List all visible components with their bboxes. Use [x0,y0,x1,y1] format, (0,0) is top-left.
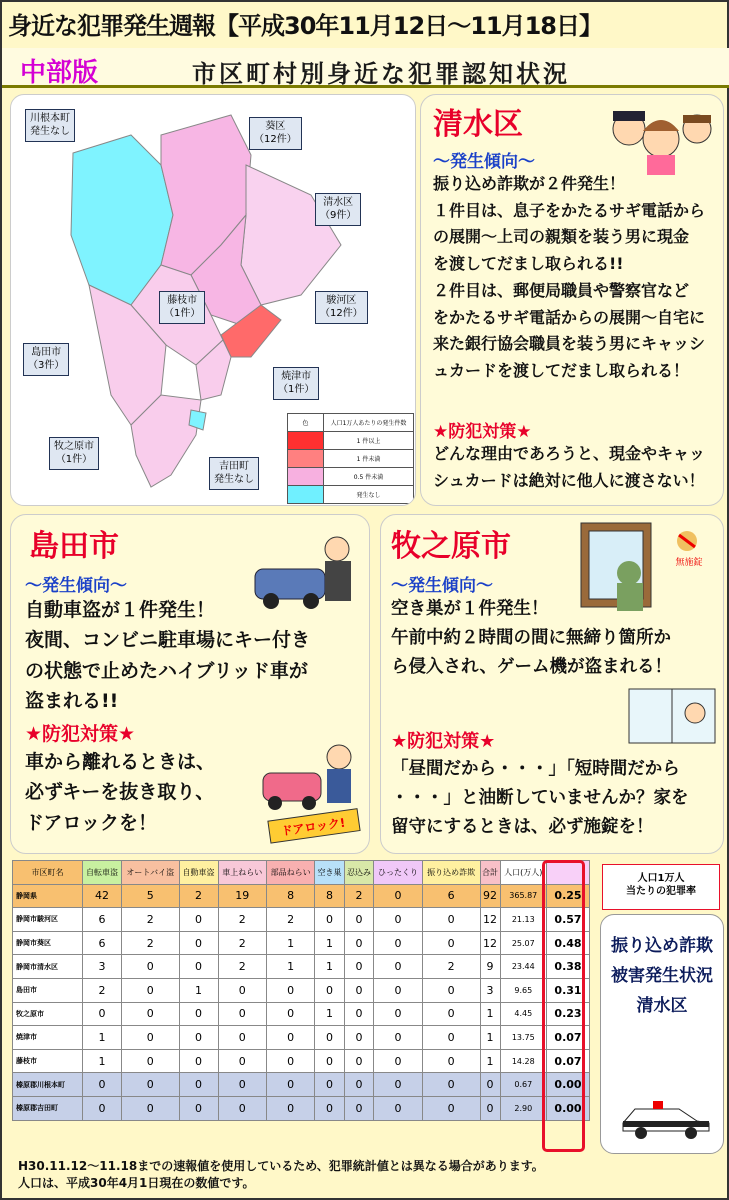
door-lock-sign-text: ドアロック! [280,815,347,839]
legend-label-2: 1 件未満 [324,450,414,468]
table-cell-rate: 0.07 [547,1049,590,1073]
table-cell: 0 [179,1026,218,1050]
table-row [13,931,590,955]
shimada-trend-label: ～発生傾向～ [25,576,127,596]
table-cell: 0 [374,908,422,932]
table-cell-area-name: 榛原郡吉田町 [13,1096,83,1120]
table-cell: 2.90 [500,1096,546,1120]
table-header-cell: 合計 [480,861,500,885]
people-illustration [599,99,719,175]
table-cell: 0 [344,1073,374,1097]
table-cell: 6 [422,884,480,908]
table-cell: 0 [218,1026,266,1050]
map-region-shimizu [241,165,341,305]
table-cell: 1 [315,931,345,955]
table-cell: 0 [374,1002,422,1026]
table-cell: 0 [344,1049,374,1073]
table-cell: 0 [121,955,179,979]
table-row [13,1049,590,1073]
table-cell: 2 [218,931,266,955]
makinohara-panel [380,514,724,854]
shimada-trend-text: 自動車盗が１件発生！ 夜間、コンビニ駐車場にキー付き の状態で止めたハイブリッド車が 盗まれる!! [25,599,311,713]
table-cell-area-name: 静岡市葵区 [13,931,83,955]
rate-column-highlight [542,860,585,1152]
table-cell: 1 [315,1002,345,1026]
footer-notes: H30.11.12～11.18までの速報値を使用しているため、犯罪統計値とは異なる場合があります。 人口は、平成30年4月1日現在の数値です。 [18,1159,544,1190]
legend-swatch-4 [288,486,324,504]
table-header-cell: 車上ねらい [218,861,266,885]
table-header-cell: オートバイ盗 [121,861,179,885]
table-cell: 2 [218,955,266,979]
table-cell: 0 [266,1073,314,1097]
table-cell: 6 [83,931,122,955]
table-cell: 0 [374,978,422,1002]
table-cell: 0 [422,978,480,1002]
table-row [13,1096,590,1120]
table-header-cell: 人口(万人) [500,861,546,885]
table-header-cell: ひったくり [374,861,422,885]
table-row [13,978,590,1002]
page-subtitle: 市区町村別身近な犯罪認知状況 [192,60,570,88]
table-row [13,1002,590,1026]
table-cell-rate: 0.23 [547,1002,590,1026]
page-title: 身近な犯罪発生週報【平成30年11月12日～11月18日】 [8,12,602,40]
table-row [13,884,590,908]
table-row [13,1026,590,1050]
table-cell: 1 [266,931,314,955]
makinohara-title: 牧之原市 [391,529,511,564]
table-cell: 13.75 [500,1026,546,1050]
table-cell: 0 [315,908,345,932]
table-cell: 0 [315,1073,345,1097]
table-row [13,1073,590,1097]
table-cell: 0 [344,955,374,979]
callout-shimada: 島田市 （3件） [23,343,69,376]
table-cell-rate: 0.31 [547,978,590,1002]
table-cell: 0 [315,1026,345,1050]
makinohara-trend-label: ～発生傾向～ [391,576,493,596]
fraud-line-2: 被害発生状況 [611,966,713,986]
table-cell: 0 [344,1002,374,1026]
legend-label-3: 0.5 件未満 [324,468,414,486]
callout-yaizu: 焼津市 （1件） [273,367,319,400]
shimizu-title: 清水区 [433,107,523,142]
table-cell: 0.67 [500,1073,546,1097]
table-cell-area-name: 牧之原市 [13,1002,83,1026]
table-cell: 0 [121,1073,179,1097]
crime-map [10,94,416,506]
table-cell: 0 [179,1096,218,1120]
table-cell-rate: 0.07 [547,1026,590,1050]
table-cell: 0 [121,978,179,1002]
table-cell: 0 [344,1096,374,1120]
table-cell: 0 [218,978,266,1002]
fraud-line-1: 振り込め詐欺 [611,936,713,956]
table-cell: 14.28 [500,1049,546,1073]
table-cell: 21.13 [500,908,546,932]
shimada-prevention-label: ★防犯対策★ [25,723,136,745]
table-cell: 92 [480,884,500,908]
table-cell: 1 [266,955,314,979]
legend-label-4: 発生なし [324,486,414,504]
table-cell: 0 [121,1096,179,1120]
table-cell: 3 [480,978,500,1002]
table-cell: 0 [315,978,345,1002]
table-cell: 0 [218,1002,266,1026]
police-car-illustration [615,1091,715,1141]
table-cell: 8 [315,884,345,908]
table-cell-area-name: 静岡県 [13,884,83,908]
table-cell: 0 [344,1026,374,1050]
table-cell-rate: 0.48 [547,931,590,955]
unlocked-sign-text: 無施錠 [675,558,703,568]
table-cell: 2 [422,955,480,979]
callout-suruga: 駿河区 （12件） [315,291,368,324]
table-cell: 0 [480,1073,500,1097]
table-cell: 0 [422,1026,480,1050]
callout-fujieda: 藤枝市 （1件） [159,291,205,324]
table-header-cell: 自転車盗 [83,861,122,885]
table-cell: 0 [374,1049,422,1073]
table-cell: 0 [179,931,218,955]
table-cell: 9.65 [500,978,546,1002]
table-cell: 0 [218,1049,266,1073]
legend-header-color: 色 [288,414,324,432]
table-cell: 0 [315,1049,345,1073]
legend-label-1: 1 件以上 [324,432,414,450]
table-cell: 1 [480,1002,500,1026]
table-cell: 19 [218,884,266,908]
table-cell: 0 [374,884,422,908]
table-cell: 0 [374,1096,422,1120]
table-cell-rate: 0.38 [547,955,590,979]
shimizu-trend-text: 振り込め詐欺が２件発生！ １件目は、息子をかたるサギ電話から の展開～上司の親類を装う男に現金 を渡してだまし取られる!! ２件目は、郵便局職員や警察官など をかたるサギ電話からの展開～自宅に 来た銀行協会職員を装う男にキャッシ ュカードを渡してだまし取られる！ [433,174,706,381]
shimizu-prevention-label: ★防犯対策★ [433,422,532,442]
table-cell: 12 [480,908,500,932]
callout-makinohara: 牧之原市 （1件） [49,437,99,470]
table-cell: 3 [83,955,122,979]
table-cell: 1 [480,1026,500,1050]
table-cell: 0 [179,908,218,932]
table-row [13,908,590,932]
table-cell: 0 [266,1096,314,1120]
table-cell: 0 [266,1026,314,1050]
table-cell: 0 [83,1073,122,1097]
table-cell: 0 [266,1002,314,1026]
table-cell: 8 [266,884,314,908]
table-cell: 0 [83,1096,122,1120]
door-lock-illustration [255,737,365,845]
shimizu-panel [420,94,724,506]
table-cell: 2 [121,931,179,955]
crime-stats-table [12,860,590,1121]
table-cell: 2 [218,908,266,932]
table-cell: 1 [83,1049,122,1073]
legend-swatch-1 [288,432,324,450]
table-cell: 0 [422,1002,480,1026]
legend-swatch-2 [288,450,324,468]
table-cell: 1 [179,978,218,1002]
callout-yoshida: 吉田町 発生なし [209,457,259,490]
makinohara-trend-text: 空き巣が１件発生！ 午前中約２時間の間に無締り箇所か ら侵入され、ゲーム機が盗まれる！ [391,599,673,677]
table-header-cell: 忍込み [344,861,374,885]
table-cell: 0 [422,931,480,955]
map-legend [287,413,414,504]
table-cell: 0 [344,978,374,1002]
table-cell-rate: 0.57 [547,908,590,932]
table-cell: 23.44 [500,955,546,979]
table-cell: 0 [422,908,480,932]
table-cell: 1 [83,1026,122,1050]
table-cell: 0 [121,1002,179,1026]
table-cell-rate: 0.25 [547,884,590,908]
legend-header-text: 人口1万人あたりの発生件数 [324,414,414,432]
callout-shimizu: 清水区 （9件） [315,193,361,226]
table-cell-area-name: 榛原郡川根本町 [13,1073,83,1097]
table-header-cell: 部品ねらい [266,861,314,885]
shimada-panel [10,514,370,854]
callout-aoi: 葵区 （12件） [249,117,302,150]
table-cell: 0 [266,1049,314,1073]
table-cell: 4.45 [500,1002,546,1026]
shimizu-trend-label: ～発生傾向～ [433,152,535,172]
table-cell: 0 [422,1096,480,1120]
table-cell: 5 [121,884,179,908]
table-cell: 0 [83,1002,122,1026]
table-cell-area-name: 静岡市清水区 [13,955,83,979]
table-header-cell: 自動車盗 [179,861,218,885]
makinohara-prevention-text: 「昼間だから・・・」「短時間だから ・・・」と油断していませんか？家を 留守にするときは、必ず施錠を！ [391,759,689,837]
makinohara-prevention-label: ★防犯対策★ [391,731,496,752]
table-cell: 0 [179,1073,218,1097]
table-cell: 0 [121,1026,179,1050]
shimada-title: 島田市 [29,529,119,564]
table-cell: 1 [480,1049,500,1073]
table-cell: 0 [218,1096,266,1120]
table-cell-rate: 0.00 [547,1096,590,1120]
table-cell: 25.07 [500,931,546,955]
table-cell: 42 [83,884,122,908]
callout-kawanehon: 川根本町 発生なし [25,109,75,142]
table-cell: 0 [121,1049,179,1073]
table-cell: 2 [266,908,314,932]
table-cell: 0 [179,1049,218,1073]
table-header-row [13,861,590,885]
table-cell: 0 [344,931,374,955]
table-cell-area-name: 藤枝市 [13,1049,83,1073]
shimada-prevention-text: 車から離れるときは、 必ずキーを抜き取り、 ドアロックを！ [25,751,216,834]
table-cell: 0 [374,931,422,955]
table-cell-area-name: 島田市 [13,978,83,1002]
table-body [13,884,590,1120]
table-cell: 2 [179,884,218,908]
table-cell: 12 [480,931,500,955]
table-header-cell: 振り込め詐欺 [422,861,480,885]
table-cell: 0 [422,1073,480,1097]
table-cell: 0 [374,1073,422,1097]
table-cell: 0 [422,1049,480,1073]
legend-swatch-3 [288,468,324,486]
table-cell: 2 [83,978,122,1002]
table-cell: 6 [83,908,122,932]
table-cell-area-name: 焼津市 [13,1026,83,1050]
edition-label: 中部版 [20,58,99,88]
table-header-cell: 空き巣 [315,861,345,885]
table-cell: 0 [179,955,218,979]
window-lock-illustration [625,685,721,747]
table-cell: 0 [374,955,422,979]
table-cell: 0 [480,1096,500,1120]
table-cell-area-name: 静岡市駿河区 [13,908,83,932]
table-cell: 1 [315,955,345,979]
rate-note: 人口1万人 当たりの犯罪率 [602,864,720,910]
table-cell: 0 [218,1073,266,1097]
table-header-cell: 市区町名 [13,861,83,885]
table-cell: 0 [374,1026,422,1050]
table-cell: 365.87 [500,884,546,908]
table-cell: 9 [480,955,500,979]
table-row [13,955,590,979]
fraud-status-box [600,914,724,1154]
fraud-line-3: 清水区 [636,996,688,1016]
table-cell: 0 [266,978,314,1002]
shimizu-prevention-text: どんな理由であろうと、現金やキャッ シュカードは絶対に他人に渡さない！ [433,444,706,490]
table-cell: 0 [179,1002,218,1026]
table-cell: 0 [344,908,374,932]
table-cell: 2 [121,908,179,932]
table-cell-rate: 0.00 [547,1073,590,1097]
table-cell: 0 [315,1096,345,1120]
table-cell: 2 [344,884,374,908]
